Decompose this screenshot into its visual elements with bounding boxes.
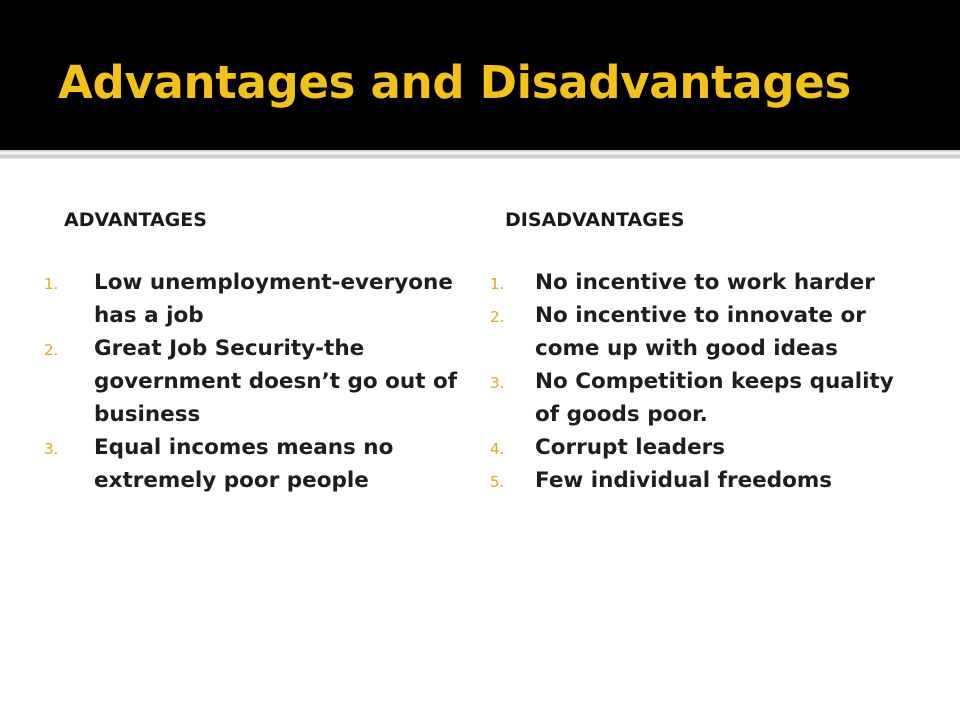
list-number: 2. bbox=[44, 341, 59, 359]
list-number: 3. bbox=[490, 374, 505, 392]
list-item-text: Low unemployment-everyone has a job bbox=[94, 270, 453, 328]
list-item bbox=[490, 266, 910, 299]
title-divider bbox=[0, 150, 960, 159]
list-number: 1. bbox=[490, 275, 505, 293]
list-item-text: Equal incomes means no extremely poor people bbox=[94, 435, 394, 493]
list-item-text: Corrupt leaders bbox=[535, 435, 726, 460]
list-item-text: No incentive to innovate or come up with good ideas bbox=[535, 303, 866, 361]
list-item-text: Great Job Security-the government doesn’t go out of business bbox=[94, 336, 458, 427]
list-number: 5. bbox=[490, 473, 505, 491]
list-item-text: No incentive to work harder bbox=[535, 270, 875, 295]
disadvantages-heading: DISADVANTAGES bbox=[505, 209, 685, 231]
slide-title: Advantages and Disadvantages bbox=[58, 56, 851, 109]
list-item bbox=[490, 299, 910, 365]
list-item bbox=[44, 431, 464, 497]
list-number: 2. bbox=[490, 308, 505, 326]
advantages-heading: ADVANTAGES bbox=[64, 209, 207, 231]
list-number: 1. bbox=[44, 275, 59, 293]
list-number: 3. bbox=[44, 440, 59, 458]
list-item-text: No Competition keeps quality of goods poor. bbox=[535, 369, 894, 427]
list-item-text: Few individual freedoms bbox=[535, 468, 833, 493]
advantages-list bbox=[44, 266, 464, 497]
list-item bbox=[490, 365, 910, 431]
list-number: 4. bbox=[490, 440, 505, 458]
title-bar bbox=[0, 0, 960, 150]
disadvantages-list bbox=[490, 266, 910, 497]
list-item bbox=[490, 464, 910, 497]
list-item bbox=[44, 332, 464, 431]
list-item bbox=[44, 266, 464, 332]
list-item bbox=[490, 431, 910, 464]
